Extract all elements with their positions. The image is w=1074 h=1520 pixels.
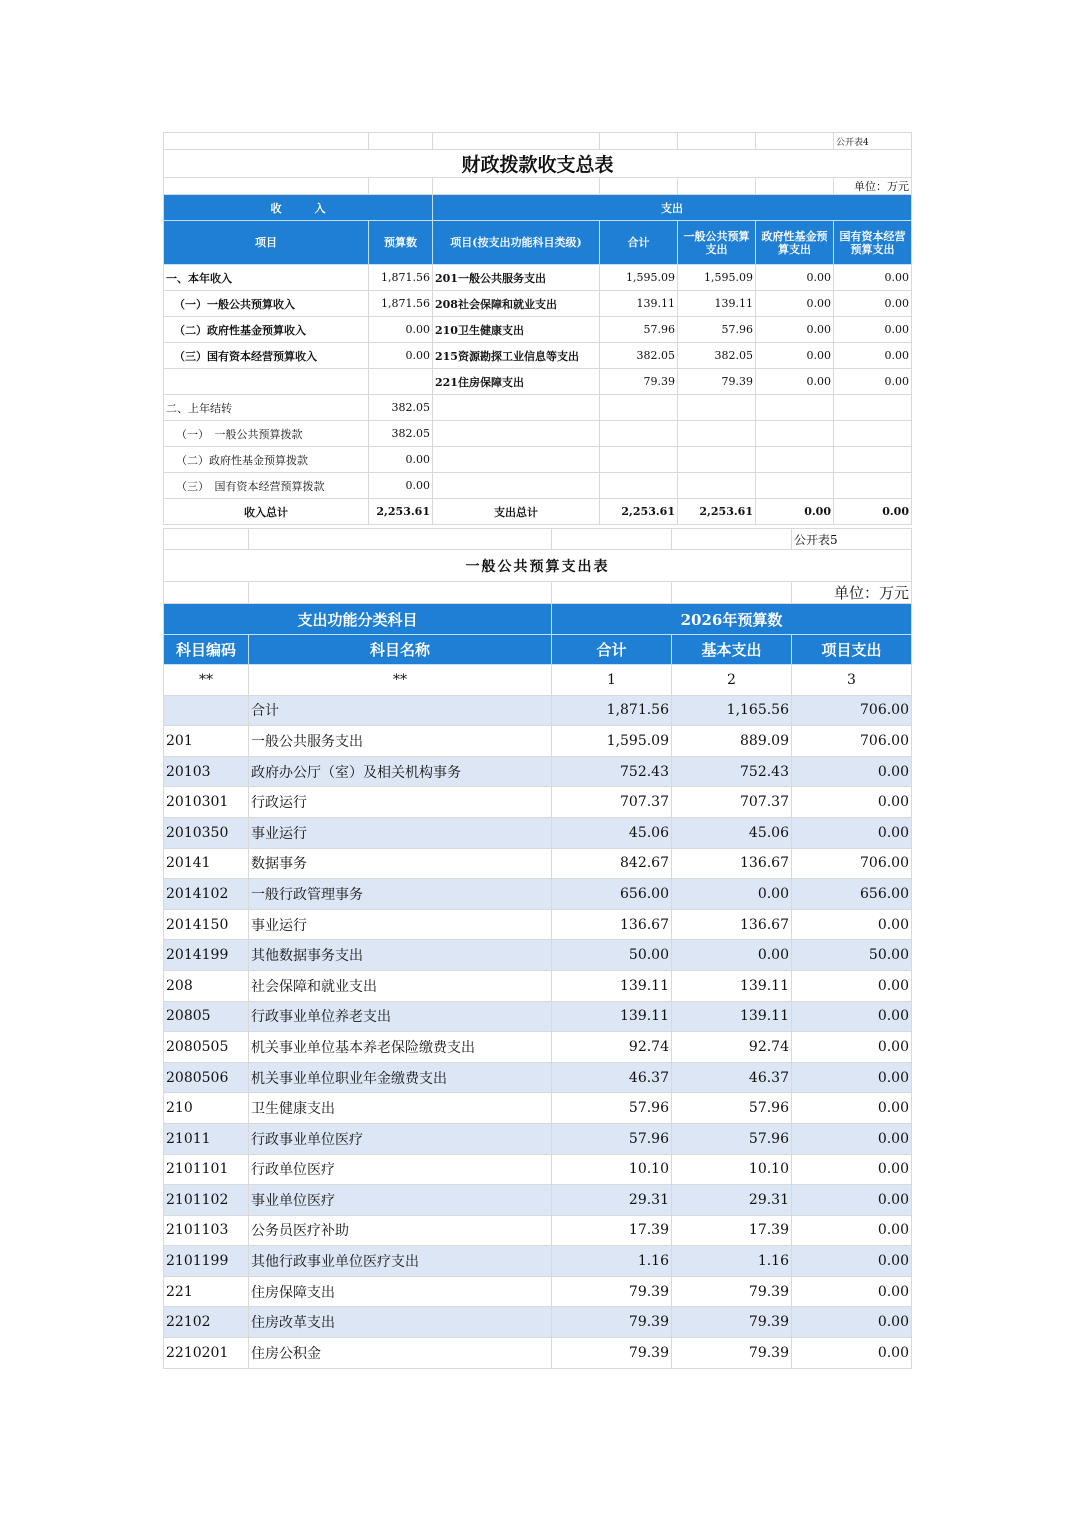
table-cell: 0.00: [792, 787, 912, 818]
table-cell: 201一般公共服务支出: [433, 265, 600, 291]
table-row: [164, 1307, 912, 1338]
table-cell: 29.31: [552, 1185, 672, 1216]
table-cell: **: [249, 665, 552, 696]
table-cell: 0.00: [792, 1338, 912, 1369]
table-cell: 92.74: [672, 1032, 792, 1063]
table-cell: 2101102: [164, 1185, 249, 1216]
table-cell: [164, 695, 249, 726]
table-cell: 其他数据事务支出: [249, 940, 552, 971]
table-cell: 支出总计: [433, 499, 600, 525]
table-cell: 0.00: [792, 970, 912, 1001]
table-row: [164, 1215, 912, 1246]
table-cell: （三） 国有资本经营预算拨款: [164, 473, 369, 499]
column-header: 合计: [552, 635, 672, 665]
table-cell: 0.00: [369, 317, 433, 343]
table-cell: 住房保障支出: [249, 1276, 552, 1307]
table-cell: 10.10: [552, 1154, 672, 1185]
table-cell: 行政单位医疗: [249, 1154, 552, 1185]
table-cell: [678, 473, 756, 499]
table-cell: 2,253.61: [369, 499, 433, 525]
table-cell: 79.39: [672, 1307, 792, 1338]
unit-label: 单位：万元: [834, 178, 912, 195]
table-cell: 0.00: [834, 499, 912, 525]
table-cell: 45.06: [672, 817, 792, 848]
table-cell: 136.67: [672, 848, 792, 879]
table-cell: [600, 395, 678, 421]
table-cell: 行政事业单位养老支出: [249, 1001, 552, 1032]
table-row: [164, 1123, 912, 1154]
table-cell: 事业单位医疗: [249, 1185, 552, 1216]
budget-year-header: 2026年预算数: [552, 604, 912, 635]
table-cell: 221住房保障支出: [433, 369, 600, 395]
table-cell: 收入总计: [164, 499, 369, 525]
table-cell: 752.43: [552, 756, 672, 787]
table-cell: [678, 395, 756, 421]
table-cell: 0.00: [756, 499, 834, 525]
table-cell: 0.00: [756, 317, 834, 343]
table-cell: 2014150: [164, 909, 249, 940]
table-cell: [369, 369, 433, 395]
table-cell: 0.00: [792, 1154, 912, 1185]
table-cell: 1,165.56: [672, 695, 792, 726]
column-header: 科目名称: [249, 635, 552, 665]
table-cell: 139.11: [678, 291, 756, 317]
table-cell: 382.05: [600, 343, 678, 369]
table-cell: 2014199: [164, 940, 249, 971]
table-cell: 752.43: [672, 756, 792, 787]
table-cell: [834, 421, 912, 447]
table-cell: 79.39: [678, 369, 756, 395]
table-cell: 139.11: [552, 970, 672, 1001]
table-row: [164, 447, 912, 473]
table-row: [164, 848, 912, 879]
table-cell: 0.00: [792, 1215, 912, 1246]
table-cell: 1.16: [672, 1246, 792, 1277]
table-cell: 10.10: [672, 1154, 792, 1185]
table-cell: 2: [672, 665, 792, 696]
table-cell: 1.16: [552, 1246, 672, 1277]
table-cell: 20141: [164, 848, 249, 879]
table-cell: 79.39: [600, 369, 678, 395]
table-cell: 2,253.61: [600, 499, 678, 525]
function-category-header: 支出功能分类科目: [164, 604, 552, 635]
table-cell: 事业运行: [249, 817, 552, 848]
table-cell: [678, 447, 756, 473]
table-cell: 382.05: [369, 421, 433, 447]
column-header: 国有资本经营预算支出: [834, 221, 912, 265]
table-row: [164, 291, 912, 317]
table-cell: 210: [164, 1093, 249, 1124]
table-cell: 其他行政事业单位医疗支出: [249, 1246, 552, 1277]
table-cell: 行政事业单位医疗: [249, 1123, 552, 1154]
table-cell: 57.96: [672, 1093, 792, 1124]
table-cell: 20103: [164, 756, 249, 787]
table-cell: 382.05: [678, 343, 756, 369]
table-cell: 50.00: [552, 940, 672, 971]
table-cell: 706.00: [792, 695, 912, 726]
table-cell: 382.05: [369, 395, 433, 421]
table-cell: 208社会保障和就业支出: [433, 291, 600, 317]
table-cell: 机关事业单位职业年金缴费支出: [249, 1062, 552, 1093]
table-cell: [600, 473, 678, 499]
table-cell: 139.11: [672, 970, 792, 1001]
table-cell: 1: [552, 665, 672, 696]
table-cell: [756, 447, 834, 473]
table-cell: 社会保障和就业支出: [249, 970, 552, 1001]
table-cell: 79.39: [552, 1338, 672, 1369]
table-row: [164, 1062, 912, 1093]
table-cell: 1,871.56: [369, 265, 433, 291]
table-cell: 79.39: [672, 1276, 792, 1307]
table-row: [164, 787, 912, 818]
table-cell: 0.00: [672, 940, 792, 971]
table-title: 一般公共预算支出表: [164, 550, 912, 582]
general-public-budget-expenditure-table: [163, 528, 912, 1369]
table-cell: 数据事务: [249, 848, 552, 879]
table-cell: 0.00: [369, 447, 433, 473]
table-cell: 0.00: [792, 909, 912, 940]
table-cell: 0.00: [369, 343, 433, 369]
table-cell: 一、本年收入: [164, 265, 369, 291]
table-cell: 一般公共服务支出: [249, 726, 552, 757]
table-cell: 50.00: [792, 940, 912, 971]
column-header: 基本支出: [672, 635, 792, 665]
table-cell: 706.00: [792, 848, 912, 879]
table-cell: [756, 395, 834, 421]
table-row: [164, 1185, 912, 1216]
table-cell: 79.39: [672, 1338, 792, 1369]
table-row: [164, 970, 912, 1001]
table-tag: 公开表5: [792, 529, 912, 550]
table-cell: 公务员医疗补助: [249, 1215, 552, 1246]
table-cell: 0.00: [792, 1032, 912, 1063]
table-row: [164, 1154, 912, 1185]
table-cell: 0.00: [834, 343, 912, 369]
table-cell: 29.31: [672, 1185, 792, 1216]
table-row: [164, 317, 912, 343]
table-cell: **: [164, 665, 249, 696]
column-header: 政府性基金预算支出: [756, 221, 834, 265]
column-header: 合计: [600, 221, 678, 265]
table-cell: 2101199: [164, 1246, 249, 1277]
table-cell: 行政运行: [249, 787, 552, 818]
table-row: [164, 499, 912, 525]
table-cell: 0.00: [792, 756, 912, 787]
table-cell: 0.00: [834, 369, 912, 395]
table-cell: 0.00: [834, 265, 912, 291]
table-cell: 707.37: [552, 787, 672, 818]
table-row: [164, 1246, 912, 1277]
table-cell: [834, 447, 912, 473]
table-cell: 17.39: [552, 1215, 672, 1246]
table-cell: 合计: [249, 695, 552, 726]
table-row: [164, 665, 912, 696]
table-cell: 0.00: [756, 369, 834, 395]
table-row: [164, 817, 912, 848]
column-header: 项目支出: [792, 635, 912, 665]
column-header: 项目: [164, 221, 369, 265]
table-cell: 57.96: [672, 1123, 792, 1154]
table-cell: 201: [164, 726, 249, 757]
table-cell: 79.39: [552, 1276, 672, 1307]
table-cell: 0.00: [672, 879, 792, 910]
table-cell: 0.00: [792, 1185, 912, 1216]
table-cell: 0.00: [792, 817, 912, 848]
table-cell: （二）政府性基金预算拨款: [164, 447, 369, 473]
table-row: [164, 395, 912, 421]
table-cell: 1,871.56: [552, 695, 672, 726]
table-cell: 住房改革支出: [249, 1307, 552, 1338]
table-cell: 92.74: [552, 1032, 672, 1063]
table-cell: 79.39: [552, 1307, 672, 1338]
table-cell: 事业运行: [249, 909, 552, 940]
table-cell: 0.00: [792, 1001, 912, 1032]
table-row: [164, 473, 912, 499]
table-cell: 210卫生健康支出: [433, 317, 600, 343]
table-cell: 2101103: [164, 1215, 249, 1246]
table-cell: [834, 473, 912, 499]
table-cell: 0.00: [756, 265, 834, 291]
table-cell: 2210201: [164, 1338, 249, 1369]
table-row: [164, 1338, 912, 1369]
unit-label: 单位：万元: [792, 582, 912, 604]
table-cell: [433, 447, 600, 473]
table-cell: [433, 395, 600, 421]
table-cell: 1,595.09: [678, 265, 756, 291]
table-cell: 2010350: [164, 817, 249, 848]
table-row: [164, 909, 912, 940]
table-cell: 2101101: [164, 1154, 249, 1185]
table-cell: [164, 369, 369, 395]
table-cell: 二、上年结转: [164, 395, 369, 421]
table-cell: 46.37: [552, 1062, 672, 1093]
table-cell: [756, 421, 834, 447]
table-cell: [433, 473, 600, 499]
table-cell: 2080506: [164, 1062, 249, 1093]
table-cell: 706.00: [792, 726, 912, 757]
fiscal-appropriation-summary-table: [163, 132, 912, 525]
table-cell: 0.00: [792, 1062, 912, 1093]
table-cell: 机关事业单位基本养老保险缴费支出: [249, 1032, 552, 1063]
table-cell: 45.06: [552, 817, 672, 848]
table-cell: 0.00: [792, 1246, 912, 1277]
table-cell: [834, 395, 912, 421]
table-row: [164, 1032, 912, 1063]
table-cell: 57.96: [678, 317, 756, 343]
table-row: [164, 421, 912, 447]
table-cell: 842.67: [552, 848, 672, 879]
table-cell: 139.11: [600, 291, 678, 317]
table-row: [164, 695, 912, 726]
table-cell: 221: [164, 1276, 249, 1307]
table-cell: 46.37: [672, 1062, 792, 1093]
table-cell: 2080505: [164, 1032, 249, 1063]
table-row: [164, 1093, 912, 1124]
table-cell: 707.37: [672, 787, 792, 818]
table-cell: 20805: [164, 1001, 249, 1032]
table-cell: 57.96: [600, 317, 678, 343]
table-cell: 住房公积金: [249, 1338, 552, 1369]
table-cell: [756, 473, 834, 499]
table-cell: 2,253.61: [678, 499, 756, 525]
table-cell: 0.00: [756, 343, 834, 369]
table-cell: 136.67: [552, 909, 672, 940]
table-cell: 136.67: [672, 909, 792, 940]
table-cell: 57.96: [552, 1123, 672, 1154]
table-row: [164, 1276, 912, 1307]
table-cell: 139.11: [552, 1001, 672, 1032]
table-cell: 0.00: [792, 1123, 912, 1154]
table-cell: 139.11: [672, 1001, 792, 1032]
income-header: 收 入: [164, 195, 433, 221]
table-cell: 卫生健康支出: [249, 1093, 552, 1124]
table-row: [164, 1001, 912, 1032]
table-cell: 一般行政管理事务: [249, 879, 552, 910]
table-row: [164, 265, 912, 291]
table-cell: [600, 421, 678, 447]
table-cell: 889.09: [672, 726, 792, 757]
table-cell: [600, 447, 678, 473]
table-tag: 公开表4: [834, 133, 912, 150]
table-cell: 2014102: [164, 879, 249, 910]
table-cell: （一） 一般公共预算拨款: [164, 421, 369, 447]
table-cell: 政府办公厅（室）及相关机构事务: [249, 756, 552, 787]
table-cell: 0.00: [792, 1093, 912, 1124]
table-cell: [433, 421, 600, 447]
table-cell: 215资源勘探工业信息等支出: [433, 343, 600, 369]
table-row: [164, 726, 912, 757]
table-cell: 1,595.09: [552, 726, 672, 757]
table-cell: 3: [792, 665, 912, 696]
table-cell: 0.00: [756, 291, 834, 317]
table-cell: 21011: [164, 1123, 249, 1154]
table-cell: 656.00: [792, 879, 912, 910]
table-cell: 17.39: [672, 1215, 792, 1246]
table-cell: 1,871.56: [369, 291, 433, 317]
table-row: [164, 940, 912, 971]
expense-header: 支出: [433, 195, 912, 221]
column-header: 预算数: [369, 221, 433, 265]
column-header: 科目编码: [164, 635, 249, 665]
table-row: [164, 369, 912, 395]
table-row: [164, 756, 912, 787]
column-header: 一般公共预算支出: [678, 221, 756, 265]
table-cell: 0.00: [792, 1276, 912, 1307]
table-cell: （二）政府性基金预算收入: [164, 317, 369, 343]
table-row: [164, 879, 912, 910]
table-cell: 0.00: [834, 291, 912, 317]
table-cell: （三）国有资本经营预算收入: [164, 343, 369, 369]
table-title: 财政拨款收支总表: [164, 150, 912, 178]
table-cell: 57.96: [552, 1093, 672, 1124]
table-cell: [678, 421, 756, 447]
column-header: 项目(按支出功能科目类级): [433, 221, 600, 265]
table-cell: 208: [164, 970, 249, 1001]
table-cell: 0.00: [369, 473, 433, 499]
table-cell: 0.00: [834, 317, 912, 343]
table-row: [164, 343, 912, 369]
table-cell: （一）一般公共预算收入: [164, 291, 369, 317]
table-cell: 0.00: [792, 1307, 912, 1338]
table-cell: 656.00: [552, 879, 672, 910]
table-cell: 1,595.09: [600, 265, 678, 291]
table-cell: 2010301: [164, 787, 249, 818]
table-cell: 22102: [164, 1307, 249, 1338]
